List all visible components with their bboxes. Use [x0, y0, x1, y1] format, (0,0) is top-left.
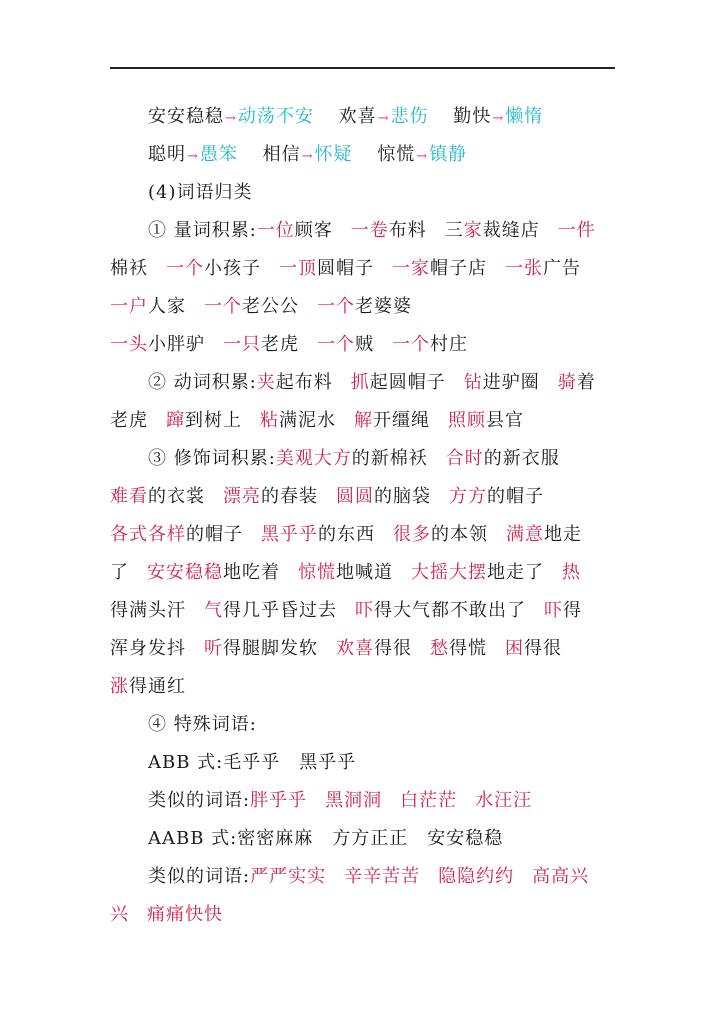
verb: 解 — [354, 410, 373, 431]
modified: 的帽子 — [186, 524, 243, 545]
measure-word: 一张 — [505, 258, 543, 279]
measure-word: 一个 — [392, 334, 430, 355]
modifier-line-3: 各式各样的帽子 黑乎乎的东西 很多的本领 满意地走 — [110, 524, 582, 545]
modifier-line-1 — [148, 446, 658, 472]
antonym-word: 聪明 — [148, 144, 186, 165]
verb: 粘 — [260, 410, 279, 431]
aabb-line — [148, 826, 658, 852]
verb: 蹿 — [166, 410, 185, 431]
verb-line-1: ② 动词积累:夹起布料 抓起圆帽子 钻进驴圈 骑着 — [148, 372, 596, 393]
modifier: 美观大方 — [275, 448, 352, 469]
object: 开缰绳 — [373, 410, 430, 431]
measure-word: 一家 — [392, 258, 430, 279]
antonym-word: 欢喜 — [338, 106, 377, 127]
modified: 得慌 — [449, 638, 487, 659]
modifier: 满意 — [506, 524, 544, 545]
measure-line-3 — [110, 294, 620, 320]
measure-line-2 — [110, 256, 620, 282]
antonym-word: 安安稳稳 — [148, 106, 224, 127]
object: 起圆帽子 — [369, 372, 446, 393]
object: 到树上 — [185, 410, 242, 431]
antonym-word: 勤快 — [453, 106, 492, 127]
modifier: 气 — [204, 600, 223, 621]
modifier: 欢喜 — [336, 638, 374, 659]
measure-word: 家 — [463, 220, 483, 241]
modifier: 大摇大摆 — [411, 562, 487, 583]
measure-word: 一位 — [256, 220, 295, 241]
antonym-word: 惊慌 — [377, 144, 416, 165]
aabb-label: AABB 式: — [148, 828, 238, 849]
arrow-icon: → — [301, 149, 314, 164]
abb-similar-line — [148, 788, 658, 814]
aabb-similar-line-2: 兴 痛痛快快 — [110, 904, 223, 925]
modifier: 涨 — [110, 676, 129, 697]
noun: 小孩子 — [204, 258, 261, 279]
modified: 得满头汗 — [110, 600, 186, 621]
arrow-icon: → — [416, 149, 429, 164]
noun: 人家 — [148, 296, 186, 317]
antonym-pair: 悲伤 — [390, 106, 429, 127]
verb: 夹 — [256, 372, 276, 393]
modified: 得通红 — [129, 676, 186, 697]
measure-word: 一个 — [204, 296, 242, 317]
measure-word: 一户 — [110, 296, 148, 317]
modified: 得很 — [524, 638, 562, 659]
measure-word: 一卷 — [350, 220, 389, 241]
modifier: 很多 — [393, 524, 431, 545]
arrow-icon: → — [187, 149, 199, 164]
measure-word: 一头 — [110, 334, 148, 355]
verb: 骑 — [557, 372, 577, 393]
numeral: 三 — [444, 220, 464, 241]
similar-word: 痛痛快快 — [147, 904, 223, 925]
noun: 圆帽子 — [317, 258, 374, 279]
noun: 棉袄 — [110, 258, 148, 279]
modifier-line-4: 了 安安稳稳地吃着 惊慌地喊道 大摇大摆地走了 热 — [110, 562, 581, 583]
similar-word: 严严实实 — [250, 866, 327, 887]
aabb-similar-line — [148, 864, 658, 890]
antonym-row-2 — [148, 142, 658, 168]
noun: 裁缝店 — [482, 220, 540, 241]
modifier: 漂亮 — [223, 486, 261, 507]
noun: 广告 — [543, 258, 581, 279]
noun: 老虎 — [261, 334, 299, 355]
header-rule — [110, 67, 615, 69]
antonym-row-1 — [148, 104, 658, 130]
measure-label: ① 量词积累: — [148, 220, 257, 241]
modified: 得大气都不敢出了 — [374, 600, 526, 621]
aabb-examples: 密密麻麻 方方正正 安安稳稳 — [237, 828, 504, 849]
modified: 的新衣服 — [483, 448, 560, 469]
antonym-word: 相信 — [262, 144, 301, 165]
verb-label: ② 动词积累: — [148, 372, 257, 393]
measure-word: 一顶 — [279, 258, 317, 279]
similar-word: 胖乎乎 — [250, 790, 308, 811]
measure-word: 一个 — [317, 334, 355, 355]
modifier: 热 — [562, 562, 581, 583]
noun: 小胖驴 — [148, 334, 205, 355]
noun: 顾客 — [294, 220, 333, 241]
antonym-pair: 镇静 — [429, 144, 468, 165]
modifier: 黑乎乎 — [261, 524, 318, 545]
verb-line-2: 老虎 蹿到树上 粘满泥水 解开缰绳 照顾县官 — [110, 410, 524, 431]
modifier: 惊慌 — [298, 562, 336, 583]
modified: 的帽子 — [487, 486, 544, 507]
modifier: 安安稳稳 — [147, 562, 223, 583]
antonym-pair: 动荡不安 — [237, 106, 314, 127]
modifier: 圆圆 — [336, 486, 374, 507]
similar-word: 白茫茫 — [400, 790, 458, 811]
modified: 的新棉袄 — [351, 448, 428, 469]
antonym-pair: 愚笨 — [199, 144, 238, 165]
similar-label: 类似的词语: — [148, 866, 251, 887]
object: 县官 — [486, 410, 524, 431]
modifier: 难看 — [110, 486, 148, 507]
noun: 贼 — [355, 334, 374, 355]
verb: 钻 — [463, 372, 483, 393]
similar-word-split: 高高兴 — [532, 866, 590, 887]
modifier-label: ③ 修饰词积累: — [148, 448, 276, 469]
section-heading: (4)词语归类 — [148, 182, 253, 203]
measure-word: 一只 — [223, 334, 261, 355]
modifier-line-7 — [110, 674, 620, 700]
noun: 帽子店 — [430, 258, 487, 279]
modified: 的东西 — [318, 524, 375, 545]
measure-line-4 — [110, 332, 620, 358]
arrow-icon: → — [377, 111, 390, 126]
measure-word: 一件 — [557, 220, 596, 241]
object: 起布料 — [275, 372, 333, 393]
measure-word: 一个 — [166, 258, 204, 279]
modified: 的春装 — [261, 486, 318, 507]
arrow-icon: → — [492, 111, 505, 126]
similar-label: 类似的词语: — [148, 790, 251, 811]
modified: 的本领 — [431, 524, 488, 545]
noun: 老公公 — [242, 296, 299, 317]
modified: 的脑袋 — [374, 486, 431, 507]
similar-word: 隐隐约约 — [438, 866, 515, 887]
measure-line-1 — [148, 218, 658, 244]
modifier: 吓 — [544, 600, 563, 621]
modified: 得腿脚发软 — [223, 638, 318, 659]
verb: 照顾 — [448, 410, 486, 431]
antonym-pair: 懒惰 — [505, 106, 544, 127]
abb-examples: 毛乎乎 黑乎乎 — [223, 752, 357, 773]
measure-word: 一个 — [317, 296, 355, 317]
verb: 抓 — [350, 372, 370, 393]
similar-word: 水汪汪 — [475, 790, 533, 811]
arrow-icon: → — [225, 111, 237, 126]
modifier: 方方 — [449, 486, 487, 507]
modifier: 困 — [505, 638, 524, 659]
noun: 老婆婆 — [355, 296, 412, 317]
modifier: 各式各样 — [110, 524, 186, 545]
modified: 的衣裳 — [148, 486, 205, 507]
modified: 地走了 — [487, 562, 544, 583]
modified: 地吃着 — [223, 562, 280, 583]
noun: 村庄 — [430, 334, 468, 355]
similar-word: 辛辛苦苦 — [344, 866, 421, 887]
modified: 地喊道 — [336, 562, 393, 583]
modifier: 听 — [204, 638, 223, 659]
modifier-line-2 — [110, 484, 620, 510]
abb-label: ABB 式: — [148, 752, 224, 773]
modifier-line-5: 得满头汗 气得几乎昏过去 吓得大气都不敢出了 吓得 — [110, 600, 582, 621]
modified: 得很 — [374, 638, 412, 659]
modifier: 合时 — [445, 448, 484, 469]
noun: 布料 — [388, 220, 427, 241]
antonym-pair: 怀疑 — [314, 144, 353, 165]
abb-line — [148, 750, 658, 776]
object: 满泥水 — [279, 410, 336, 431]
modifier-line-6: 浑身发抖 听得腿脚发软 欢喜得很 愁得慌 困得很 — [110, 638, 562, 659]
modifier: 愁 — [430, 638, 449, 659]
similar-word: 黑洞洞 — [325, 790, 383, 811]
object: 进驴圈 — [482, 372, 540, 393]
special-label: ④ 特殊词语: — [148, 714, 257, 735]
modified: 得几乎昏过去 — [223, 600, 337, 621]
modifier: 吓 — [355, 600, 374, 621]
